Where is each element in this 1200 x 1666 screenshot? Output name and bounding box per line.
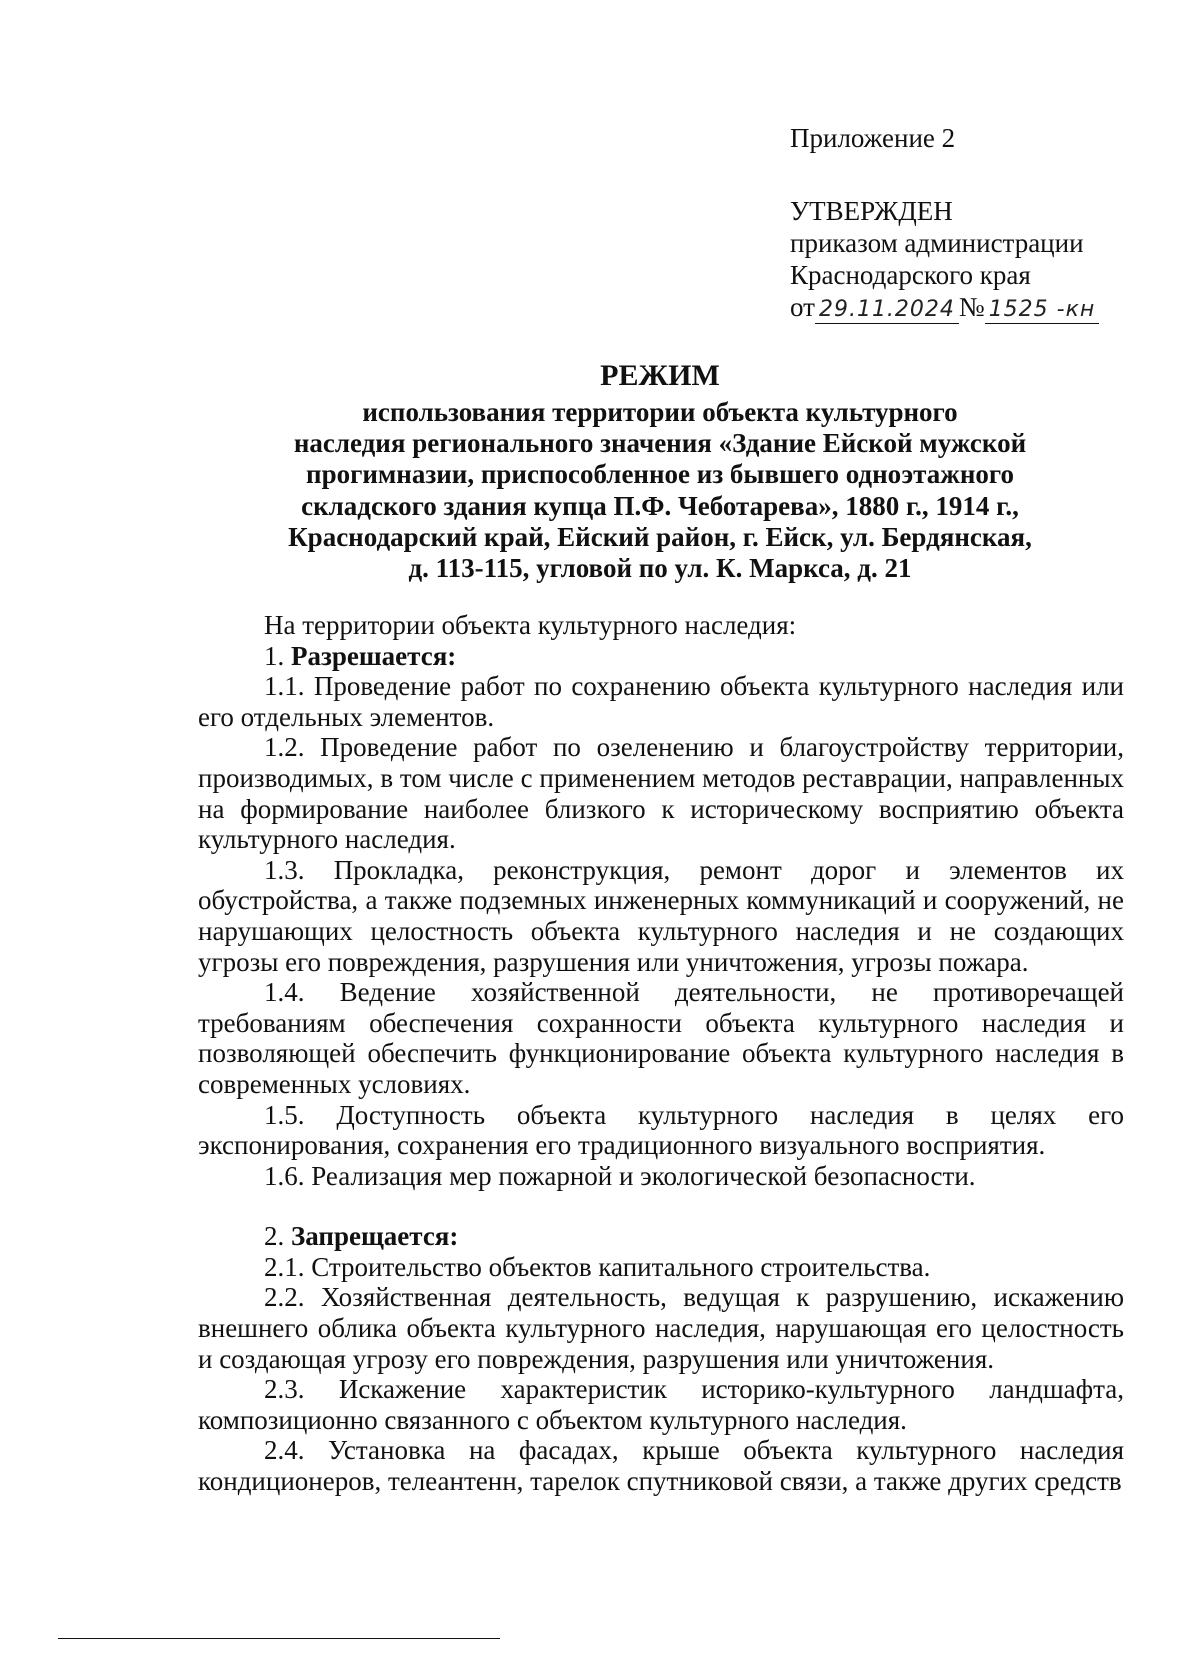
- handwritten-date: 29.11.2024: [815, 297, 959, 324]
- title-line: Краснодарский край, Ейский район, г. Ейск, ул. Бердянская,: [288, 521, 1032, 552]
- approval-line-1: приказом администрации: [790, 228, 1084, 258]
- date-prefix: от: [790, 292, 815, 322]
- document-body: [198, 610, 1124, 1497]
- document-title: [200, 358, 1120, 584]
- section-2-heading: [198, 1221, 1124, 1252]
- section-2-item: 2.1. Строительство объектов капитального строительства.: [264, 1251, 931, 1282]
- section-1-title: Разрешается:: [291, 640, 457, 671]
- handwritten-number: 1525 -кн: [985, 297, 1100, 324]
- section-2-item: 2.3. Искажение характеристик историко-культурного ландшафта, композиционно связанного с объектом культурного наследия.: [198, 1374, 1124, 1435]
- title-main: РЕЖИМ: [600, 359, 720, 392]
- section-1-item: 1.4. Ведение хозяйственной деятельности, не противоречащей требованиям обеспечения сохранности объекта культурного наследия и позволяющей обеспечить функционирование объекта культурного наследия в современных условиях.: [198, 977, 1124, 1099]
- date-number-row: [790, 291, 1099, 324]
- approved-label: УТВЕРЖДЕН: [790, 196, 953, 226]
- title-line: прогимназии, приспособленное из бывшего одноэтажного: [306, 459, 1014, 490]
- number-prefix: №: [958, 292, 985, 322]
- annex-label: Приложение 2: [790, 123, 956, 153]
- section-1-item: 1.2. Проведение работ по озеленению и благоустройству территории, производимых, в том числе с применением методов реставрации, направленных на формирование наиболее близкого к историческому восприятию объекта культурного наследия.: [198, 732, 1124, 855]
- title-line: использования территории объекта культурного: [362, 397, 958, 427]
- section-1-item: 1.3. Прокладка, реконструкция, ремонт дорог и элементов их обустройства, а также подземных инженерных коммуникаций и сооружений, не нарушающих целостность объекта культурного наследия и не создающих угрозы его повреждения, разрушения или уничтожения, угрозы пожара.: [198, 854, 1124, 977]
- title-line: д. 113-115, угловой по ул. К. Маркса, д. 21: [408, 553, 912, 584]
- section-2-number: 2.: [264, 1221, 285, 1252]
- intro-paragraph: На территории объекта культурного наследия:: [264, 610, 797, 640]
- section-2-title: Запрещается:: [291, 1221, 459, 1252]
- approval-line-2: Краснодарского края: [790, 260, 1031, 290]
- section-gap: [198, 1191, 1124, 1221]
- section-2-item: 2.2. Хозяйственная деятельность, ведущая к разрушению, искажению внешнего облика объекта культурного наследия, нарушающая его целостность и создающая угрозу его повреждения, разрушения или уничтожения.: [198, 1282, 1124, 1374]
- section-2-item: 2.4. Установка на фасадах, крыше объекта культурного наследия кондиционеров, телеантенн, тарелок спутниковой связи, а также других средств: [198, 1435, 1124, 1497]
- footnote-divider: [58, 1638, 500, 1639]
- title-line: наследия регионального значения «Здание Ейской мужской: [293, 428, 1027, 459]
- section-1-heading: [198, 641, 1124, 672]
- section-1-item: 1.1. Проведение работ по сохранению объекта культурного наследия или его отдельных элементов.: [198, 671, 1124, 732]
- approval-block: [790, 122, 1099, 324]
- section-1-item: 1.5. Доступность объекта культурного наследия в целях его экспонирования, сохранения его традиционного визуального восприятия.: [198, 1099, 1124, 1161]
- section-1-item: 1.6. Реализация мер пожарной и экологической безопасности.: [264, 1160, 976, 1191]
- title-line: складского здания купца П.Ф. Чеботарева», 1880 г., 1914 г.,: [301, 490, 1019, 521]
- section-1-number: 1.: [264, 640, 285, 671]
